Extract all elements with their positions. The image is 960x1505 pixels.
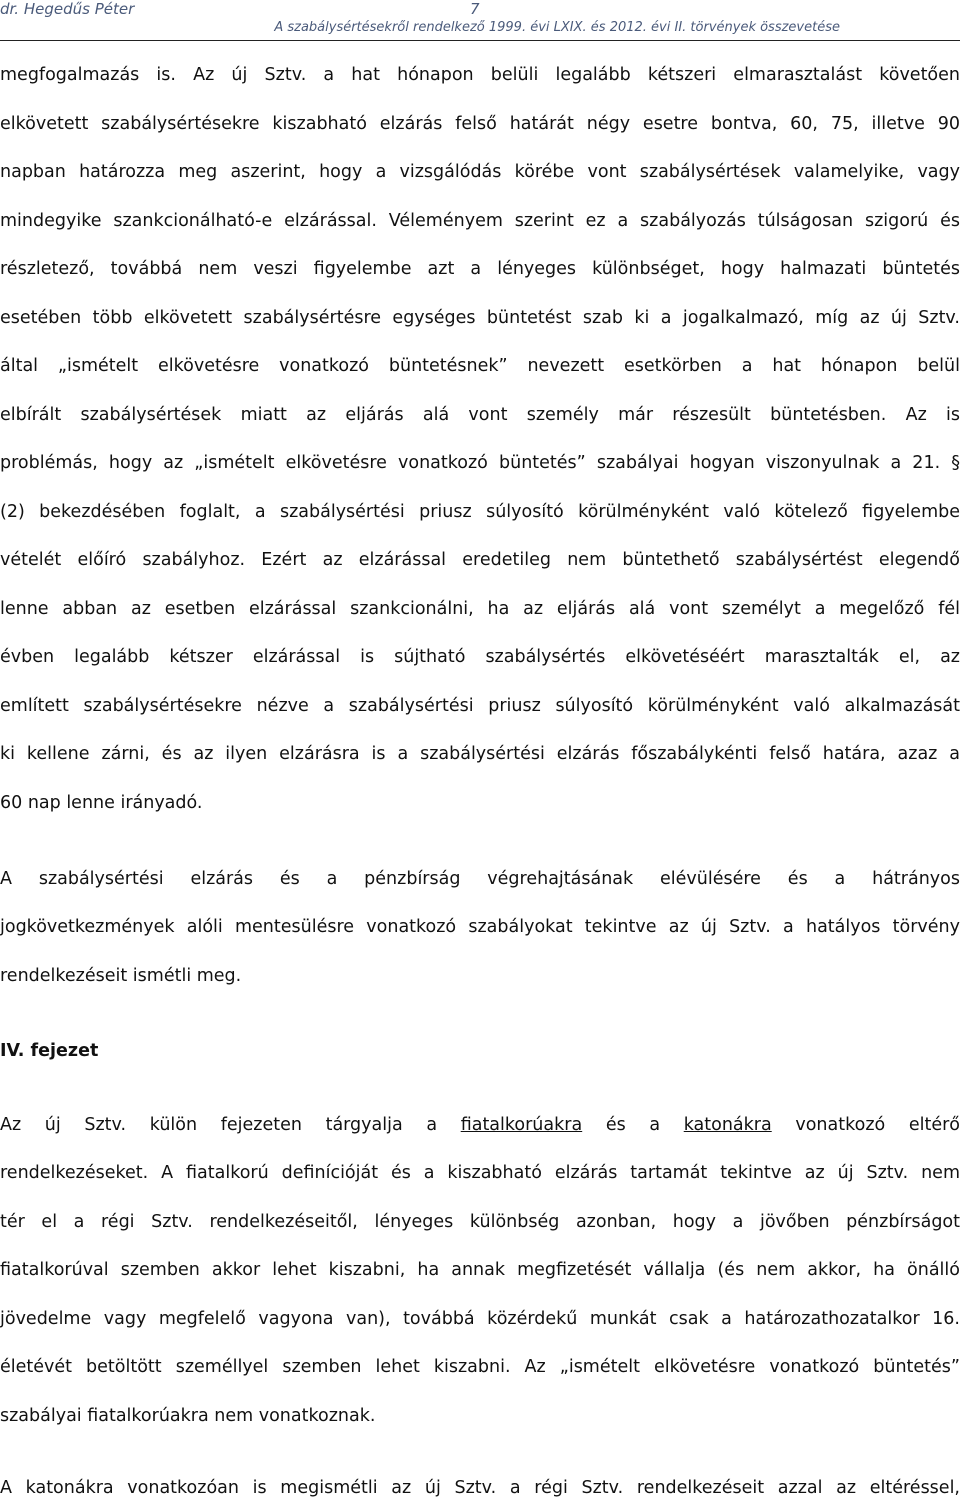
text-line: szabályai fiatalkorúakra nem vonatkoznak. [0, 1406, 376, 1426]
text-line: elbírált szabálysértések miatt az eljárás alá vont személy már részesült büntetésben. Az is [0, 405, 960, 425]
text-line: A szabálysértési elzárás és a pénzbírság végrehajtásának elévülésére és a hátrányos [0, 869, 960, 889]
text-line: lenne abban az esetben elzárással szankcionálni, ha az eljárás alá vont személyt a megelőző fél [0, 599, 960, 619]
text-line: megfogalmazás is. Az új Sztv. a hat hónapon belüli legalább kétszeri elmarasztalást követően [0, 65, 960, 85]
link-katonakra[interactable]: katonákra [683, 1115, 772, 1135]
text-line: részletező, továbbá nem veszi figyelembe azt a lényeges különbséget, hogy halmazati büntetés [0, 259, 960, 279]
text-line: rendelkezéseit ismétli meg. [0, 966, 242, 986]
text-line: ki kellene zárni, és az ilyen elzárásra is a szabálysértési elzárás főszabálykénti felső határa, azaz a [0, 744, 960, 764]
text-line: életévét betöltött személlyel szemben lehet kiszabni. Az „ismételt elkövetésre vonatkozó büntetés” [0, 1357, 960, 1377]
text-line: jövedelme vagy megfelelő vagyona van), továbbá közérdekű munkát csak a határozathozatalkor 16. [0, 1309, 960, 1329]
text-segment: vonatkozó eltérő [771, 1115, 960, 1135]
text-line: évben legalább kétszer elzárással is sújtható szabálysértés elkövetéséért marasztalták el, az [0, 647, 960, 667]
text-line: fiatalkorúval szemben akkor lehet kiszabni, ha annak megfizetését vállalja (és nem akkor, ha önálló [0, 1260, 960, 1280]
header-divider [0, 40, 960, 41]
text-line: napban határozza meg aszerint, hogy a vizsgálódás körébe vont szabálysértések valamelyike, vagy [0, 162, 960, 182]
link-fiatalkoruakra[interactable]: fiatalkorúakra [460, 1115, 583, 1135]
section-heading: IV. fejezet [0, 1041, 99, 1061]
text-line [0, 1108, 960, 1142]
text-line: tér el a régi Sztv. rendelkezéseitől, lényeges különbség azonban, hogy a jövőben pénzbírságot [0, 1212, 960, 1232]
text-line: problémás, hogy az „ismételt elkövetésre vonatkozó büntetés” szabályai hogyan viszonyulnak a 21. § [0, 453, 960, 473]
text-line: vételét előíró szabályhoz. Ezért az elzárással eredetileg nem büntethető szabálysértést elegendő [0, 550, 960, 570]
text-line: jogkövetkezmények alóli mentesülésre vonatkozó szabályokat tekintve az új Sztv. a hatályos törvény [0, 917, 960, 937]
header-author: dr. Hegedűs Péter [0, 0, 135, 18]
text-line: A katonákra vonatkozóan is megismétli az új Sztv. a régi Sztv. rendelkezéseit azzal az eltéréssel, [0, 1478, 960, 1498]
page-header [0, 0, 960, 40]
text-line: elkövetett szabálysértésekre kiszabható elzárás felső határát négy esetre bontva, 60, 75, illetve 90 [0, 114, 960, 134]
text-line: említett szabálysértésekre nézve a szabálysértési priusz súlyosító körülményként való alkalmazását [0, 696, 960, 716]
text-line: által „ismételt elkövetésre vonatkozó büntetésnek” nevezett esetkörben a hat hónapon belül [0, 356, 960, 376]
header-document-title: A szabálysértésekről rendelkező 1999. évi LXIX. és 2012. évi II. törvények összevetése [274, 20, 840, 35]
text-segment: Az új Sztv. külön fejezeten tárgyalja a [0, 1115, 461, 1135]
text-line: esetében több elkövetett szabálysértésre egységes büntetést szab ki a jogalkalmazó, míg az új Sztv. [0, 308, 960, 328]
text-line: 60 nap lenne irányadó. [0, 793, 203, 813]
text-line: mindegyike szankcionálható-e elzárással. Véleményem szerint ez a szabályozás túlságosan szigorú és [0, 211, 960, 231]
header-page-number: 7 [470, 0, 480, 18]
text-line: (2) bekezdésében foglalt, a szabálysértési priusz súlyosító körülményként való kötelező figyelembe [0, 502, 960, 522]
text-line: rendelkezéseket. A fiatalkorú definícióját és a kiszabható elzárás tartamát tekintve az új Sztv. nem [0, 1163, 960, 1183]
text-segment: és a [582, 1115, 684, 1135]
